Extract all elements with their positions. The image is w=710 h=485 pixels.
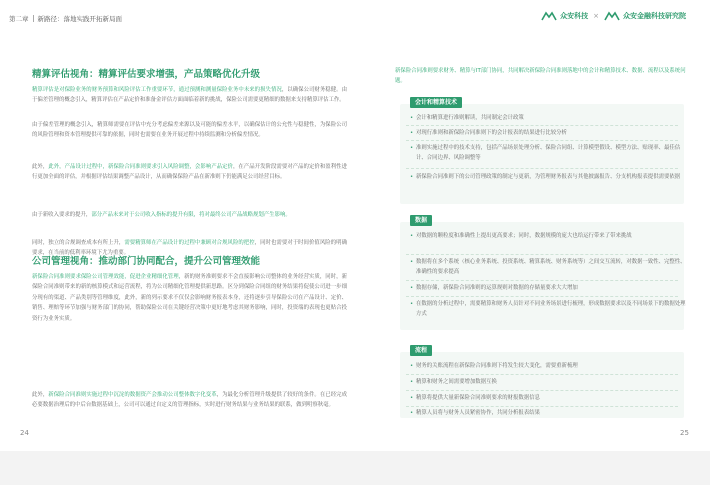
page-number-right: 25 bbox=[680, 429, 689, 437]
process-item-2: • 精算和财务之间需要增加数据互换 bbox=[410, 378, 686, 388]
paragraph-3-highlight: 此外，产品设计过程中，新保险合同准则要求引入风险调整，会影响产品定价 bbox=[48, 164, 233, 170]
paragraph-1-text: ，以确保公司财务稳健。由于偏差管理的概念引入，精算评估在产品定价和准备金评估方面面临着新的挑战，保险公司需要更精细的数据来支持精算评估工作。 bbox=[32, 87, 347, 104]
divider bbox=[406, 280, 678, 281]
header-divider bbox=[33, 15, 34, 22]
tag-data: 数据 bbox=[410, 215, 432, 226]
chapter-label: 第二章 bbox=[9, 15, 29, 23]
data-item-1: • 对数据的颗粒度和准确性上提出更高要求；同时，数据规模的庞大也给运行带来了带来挑战 bbox=[410, 232, 686, 242]
bottom-band bbox=[0, 451, 710, 485]
paragraph-3-lead: 此外， bbox=[32, 164, 49, 170]
paragraph-7 bbox=[32, 390, 347, 411]
paragraph-4 bbox=[32, 210, 347, 220]
brand-left: 众安科技 bbox=[560, 12, 589, 20]
paragraph-3 bbox=[32, 162, 347, 183]
zhongan-institute-logo-icon bbox=[604, 11, 620, 21]
accounting-item-2: • 对现行准则和新保险合同准则下的会计报表的结果进行比较分析 bbox=[410, 129, 686, 139]
divider bbox=[406, 390, 678, 391]
divider bbox=[406, 125, 678, 126]
accounting-item-4: • 新保险合同准则下的公司管理政策的制定与更新，为管理财务报表与其他披露报告、分支机构报表提供需要依据 bbox=[410, 173, 686, 183]
paragraph-1 bbox=[32, 85, 347, 106]
intro-paragraph: 新保险合同准则要求财务、精算与IT部门协同，共同解决新保险合同准则落地中的会计和精算技术、数据、流程以及系统问题。 bbox=[395, 68, 686, 85]
paragraph-4-highlight: 部分产品未来对于公司收入指标的提升有限，将对最终公司产品战略规划产生影响。 bbox=[91, 212, 291, 218]
data-item-2: • 数据将在多个系统（核心业务系统、投资系统、精算系统、财务系统等）之间交互流转，对数据一致性、完整性、准确性的要求提高 bbox=[410, 258, 686, 277]
brand-logos bbox=[541, 11, 686, 21]
data-item-4: • 在数据的分析过程中，需要精算和财务人员针对不同业务场景进行梳理，形成数据要求以及不同场景下的数据处理方式 bbox=[410, 300, 686, 319]
paragraph-5-text: 同时，独立的合规调查成本有所上升， bbox=[32, 240, 125, 246]
paragraph-6-text: 新的财务准则要求不会直接影响公司整体的业务经营实质，同时，新保险合同准则带来的新的核算模式和运营流程，将为公司精细化管理提供新思路。区分到保险合同组的财务结果将促使公司进一步细分现有的渠道、产品类别等管理维度，此外，新的列示要求不仅仅会影响财务报表本身，还将逐步引导保险公司在产品设计、定价、销售、理赔等环节加强与财务部门的协同，帮助保险公司在关键经营决策中更好地考虑其财务影响，同时，投资端的表现也更贴合投资行为业务实质。 bbox=[32, 274, 347, 322]
brand-separator: × bbox=[593, 12, 599, 20]
page-number-left: 24 bbox=[20, 429, 29, 437]
accounting-item-1: • 会计和精算进行准则解读，共同制定会计政策 bbox=[410, 114, 686, 124]
zhongan-logo-icon bbox=[541, 11, 557, 21]
process-item-4: • 精算人员将与财务人员紧密协作，共同分析报表结果 bbox=[410, 409, 686, 419]
divider bbox=[406, 254, 678, 255]
tag-accounting-actuarial: 会计和精算技术 bbox=[410, 97, 462, 108]
process-item-1: • 财务的关账流程在新保险合同准则下将发生较大变化，需要重新梳理 bbox=[410, 362, 686, 372]
heading-management: 公司管理视角：推动部门协同配合，提升公司管理效能 bbox=[32, 256, 261, 267]
divider bbox=[406, 140, 678, 141]
tag-process: 流程 bbox=[410, 345, 432, 356]
divider bbox=[406, 374, 678, 375]
paragraph-1-highlight: 精算评估是对保险业务的财务预算和风险评估工作重要环节，通过预测和测量保险业务中未来的损失情况 bbox=[32, 87, 282, 93]
section-label: 新路径：落地实践开拓新局面 bbox=[37, 15, 122, 23]
paragraph-7-lead: 此外， bbox=[32, 392, 49, 398]
heading-actuarial: 精算评估视角：精算评估要求增强，产品策略优化升级 bbox=[32, 69, 261, 80]
divider bbox=[406, 168, 678, 169]
paragraph-6-highlight: 新保险合同准则要求保险公司管理效能，促进企业精细化管理， bbox=[32, 274, 185, 280]
paragraph-3-text: ，在产品开发阶段需要对产品的定价和盈利性进行更加全面的评估，并根据评估结果调整产品设计，从而确保保险产品在新准则下仍能满足公司经营目标。 bbox=[32, 164, 347, 181]
brand-right: 众安金融科技研究院 bbox=[623, 12, 686, 20]
divider bbox=[406, 406, 678, 407]
data-item-3: • 数据存储，新保险合同准则的运算规则对数据的存储量要求大大增加 bbox=[410, 284, 686, 294]
paragraph-7-highlight: 新保险合同准则实施过程中沉淀的数据资产会推动公司整体数字化变革 bbox=[48, 392, 217, 398]
running-header bbox=[9, 14, 122, 23]
paragraph-2: 由于偏差管理的概念引入，精算师需要在评估中充分考虑偏差来源以及可能的偏差水平，以确保估计的公允性与稳健性，为保险公司的风险管理和资本管理提供可靠的依据，同时也需要在业务开展过程中持续监测和分析偏差情况。 bbox=[32, 122, 347, 139]
paragraph-4-text: 由于新收入要求的提升， bbox=[32, 212, 92, 218]
process-item-3: • 精算将提供大量新保险合同准则要求的财报数据信息 bbox=[410, 394, 686, 404]
paragraph-5-tail: ，同时也需要对于时间价值风险的明确要求，在当前的低利率环境下尤为重要。 bbox=[32, 240, 347, 257]
paragraph-6 bbox=[32, 272, 347, 324]
divider bbox=[406, 296, 678, 297]
paragraph-5-highlight: 需要精算师在产品设计的过程中兼顾对合规风险的把控 bbox=[124, 240, 255, 246]
accounting-item-3: • 准则实施过程中的技术支持，包括产品场景处理分析、保险合同组、计算模型假设、模型方法、贴现率、最佳估计、合同边界、风险调整等 bbox=[410, 144, 686, 163]
paragraph-7-text: ，为最化分析管理升级提供了较好的条件。在已经完成必要数据治理后的中后台数据基础上，公司可以通过自定义的管理指标，实时进行财务结果与业务结果的联系，做到明察秋毫。 bbox=[32, 392, 347, 409]
